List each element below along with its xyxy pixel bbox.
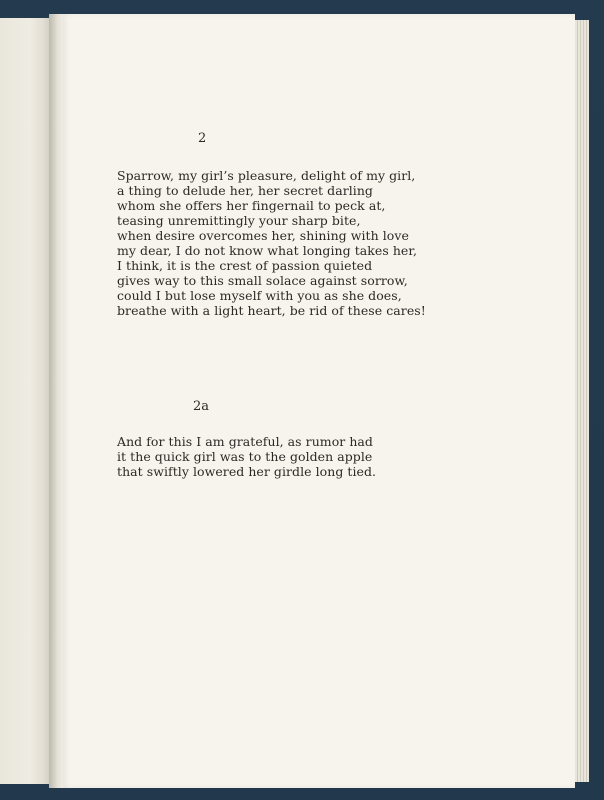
poem-number: 2a xyxy=(193,399,210,414)
poem-line: breathe with a light heart, be rid of these cares! xyxy=(117,303,426,318)
poem-line: that swiftly lowered her girdle long tied. xyxy=(117,464,377,479)
poem-body xyxy=(117,434,376,479)
poem-line: I think, it is the crest of passion quieted xyxy=(117,258,373,273)
poem-line: a thing to delude her, her secret darling xyxy=(117,183,373,198)
poem-line: could I but lose myself with you as she does, xyxy=(117,288,402,303)
poem-line: it the quick girl was to the golden apple xyxy=(117,449,373,464)
right-page xyxy=(63,14,575,788)
left-page xyxy=(0,18,50,784)
poem-line: when desire overcomes her, shining with love xyxy=(117,228,409,243)
poem-line: teasing unremittingly your sharp bite, xyxy=(117,213,361,228)
poem-line: And for this I am grateful, as rumor had xyxy=(117,434,373,449)
poem-line: gives way to this small solace against sorrow, xyxy=(117,273,408,288)
page-edge xyxy=(575,20,589,782)
poem-number: 2 xyxy=(198,131,207,146)
poem-line: whom she offers her fingernail to peck at, xyxy=(117,198,386,213)
poem-line: my dear, I do not know what longing takes her, xyxy=(117,243,418,258)
poem-line: Sparrow, my girl’s pleasure, delight of my girl, xyxy=(117,168,416,183)
poem-body xyxy=(117,168,426,318)
